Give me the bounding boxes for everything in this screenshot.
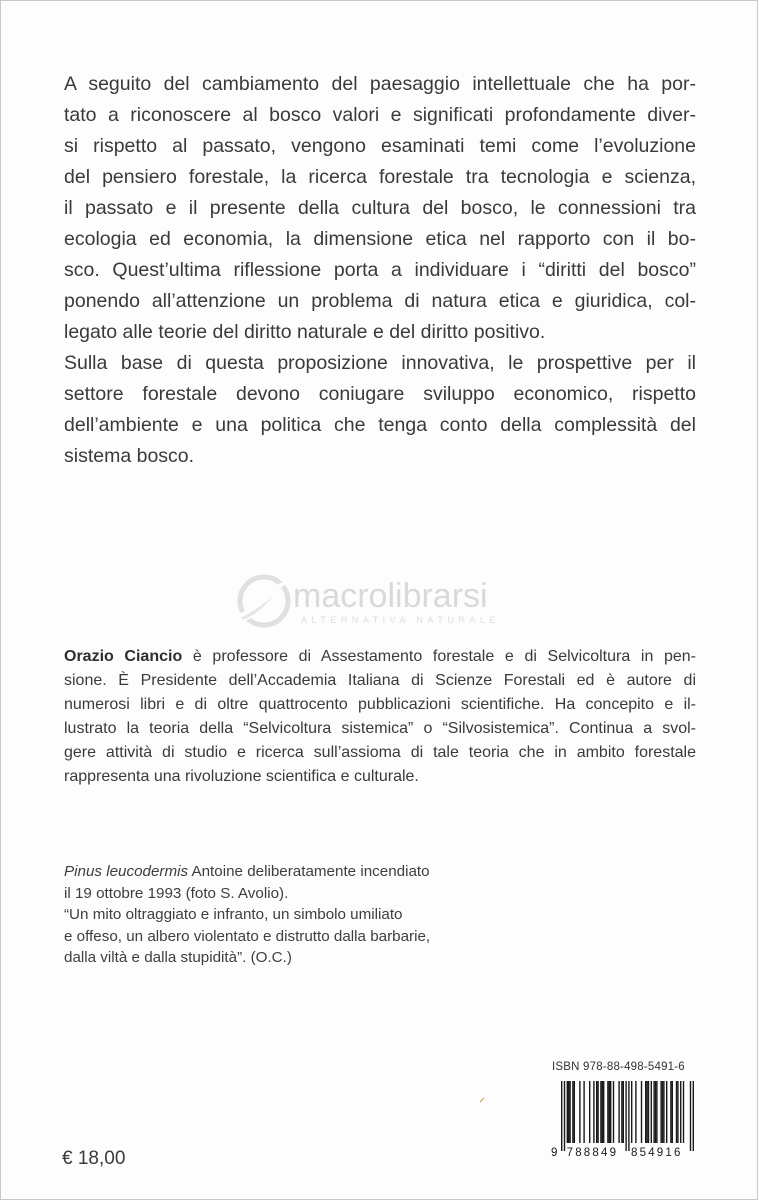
description-p2-line: settore forestale devono coniugare sviluppo economico, rispetto (64, 383, 696, 405)
barcode-bar (693, 1081, 694, 1151)
description-p1-line: A seguito del cambiamento del paesaggio intellettuale che ha por- (64, 73, 696, 95)
barcode-bar (583, 1081, 584, 1143)
barcode-bar (603, 1081, 604, 1143)
barcode-digits-left: 788849 (566, 1147, 619, 1159)
isbn-block (549, 1061, 699, 1166)
description-p2-line: dell’ambiente e una politica che tenga conto della complessità del (64, 414, 696, 436)
barcode-bar (597, 1081, 598, 1143)
barcode-bar (564, 1081, 565, 1151)
barcode-bar (645, 1081, 646, 1143)
barcode-bar (569, 1081, 570, 1143)
description-p1-line: del pensiero forestale, la ricerca forestale tra tecnologia e scienza, (64, 166, 696, 188)
barcode-bar (670, 1081, 671, 1143)
author-bio-line: sione. È Presidente dell’Accademia Italiana di Scienze Forestali ed è autore di (64, 672, 696, 689)
price-label: € 18,00 (62, 1148, 126, 1169)
barcode-bar (655, 1081, 656, 1143)
barcode-bar (609, 1081, 610, 1143)
ean13-barcode (549, 1079, 699, 1159)
barcode-bar (568, 1081, 569, 1143)
book-description (64, 69, 696, 472)
description-paragraph-2 (64, 348, 696, 472)
watermark-name: macrolibrarsi (293, 577, 488, 615)
caption-line-1 (64, 861, 484, 883)
barcode-bar (561, 1081, 562, 1151)
barcode-bar (623, 1081, 624, 1143)
barcode-bar (589, 1081, 590, 1143)
barcode-bar (662, 1081, 663, 1143)
barcode-bar (607, 1081, 608, 1143)
isbn-label: ISBN 978-88-498-5491-6 (552, 1061, 685, 1073)
print-speck-mark (479, 1097, 485, 1103)
author-bio-text: è professore di Assestamento forestale e di Selvicoltura in pen- (182, 648, 697, 665)
barcode-bar (613, 1081, 614, 1143)
description-p1-line: tato a riconoscere al bosco valori e significati profondamente diver- (64, 104, 696, 126)
barcode-bar (663, 1081, 664, 1143)
barcode-bar (618, 1081, 619, 1143)
barcode-bar (653, 1081, 654, 1143)
author-bio-line: numerosi libri e di oltre quattrocento pubblicazioni scientifiche. Ha concepito e il- (64, 696, 696, 713)
barcode-bar (610, 1081, 611, 1143)
photo-caption (64, 861, 484, 969)
author-bio-line: rappresenta una rivoluzione scientifica e culturale. (64, 768, 419, 785)
caption-line-2: il 19 ottobre 1993 (foto S. Avolio). (64, 884, 289, 902)
description-p1-line: il passato e il presente della cultura del bosco, le connessioni tra (64, 197, 696, 219)
barcode-bar (628, 1081, 629, 1151)
macrolibrarsi-watermark (233, 571, 533, 631)
barcode-bar (593, 1081, 594, 1143)
barcode-bar (600, 1081, 601, 1143)
description-p2-line: sistema bosco. (64, 445, 195, 467)
leaf-logo-icon (233, 571, 295, 631)
barcode-digits-right: 854916 (631, 1147, 683, 1159)
barcode-bar (646, 1081, 647, 1143)
author-bio-line: lustrato la teoria della “Selvicoltura sistemica” o “Silvosistemica”. Continua a svol- (64, 720, 696, 737)
caption-line-1-rest: Antoine deliberatamente incendiato (188, 863, 430, 880)
barcode-bar (625, 1081, 626, 1151)
barcode-bar (602, 1081, 603, 1143)
caption-line-3: “Un mito oltraggiato e infranto, un simbolo umiliato (64, 906, 403, 924)
barcode-bar (579, 1081, 580, 1143)
barcode-bar (676, 1081, 677, 1143)
barcode-bar (648, 1081, 649, 1143)
barcode-bar (635, 1081, 636, 1143)
author-bio-line: gere attività di studio e ricerca sull’assioma di tale teoria che in ambito forestale (64, 744, 696, 761)
description-paragraph-1 (64, 69, 696, 348)
watermark-tagline: ALTERNATIVA NATURALE (301, 615, 500, 625)
barcode-digit-first: 9 (551, 1147, 560, 1159)
caption-species: Pinus leucodermis (64, 863, 189, 880)
barcode-bar (567, 1081, 568, 1143)
barcode-bar (690, 1081, 691, 1151)
caption-line-4: e offeso, un albero violentato e distrutto dalla barbarie, (64, 927, 431, 945)
barcode-bar (572, 1081, 573, 1143)
author-name: Orazio Ciancio (64, 648, 183, 665)
description-p1-line: legato alle teorie del diritto naturale e del diritto positivo. (64, 321, 546, 343)
barcode-bar (656, 1081, 657, 1143)
barcode-bar (672, 1081, 673, 1143)
author-bio-line (64, 645, 696, 669)
barcode-bar (680, 1081, 681, 1143)
barcode-bar (677, 1081, 678, 1143)
barcode-bar (651, 1081, 652, 1143)
description-p1-line: ecologia ed economia, la dimensione etica nel rapporto con il bo- (64, 228, 696, 250)
author-bio (64, 645, 696, 789)
description-p1-line: ponendo all’attenzione un problema di natura etica e giuridica, col- (64, 290, 696, 312)
barcode-bar (621, 1081, 622, 1143)
barcode-bar (660, 1081, 661, 1143)
description-p1-line: si rispetto al passato, vengono esaminati temi come l’evoluzione (64, 135, 696, 157)
barcode-bar (641, 1081, 642, 1143)
description-p1-line: sco. Quest’ultima riflessione porta a individuare i “diritti del bosco” (64, 259, 696, 281)
barcode-bar (574, 1081, 575, 1143)
barcode-bar (666, 1081, 667, 1143)
caption-line-5: dalla viltà e dalla stupidità”. (O.C.) (64, 949, 292, 967)
description-p2-line: Sulla base di questa proposizione innovativa, le prospettive per il (64, 352, 696, 374)
barcode-bar (631, 1081, 632, 1143)
barcode-bar (596, 1081, 597, 1143)
barcode-bar (683, 1081, 684, 1143)
